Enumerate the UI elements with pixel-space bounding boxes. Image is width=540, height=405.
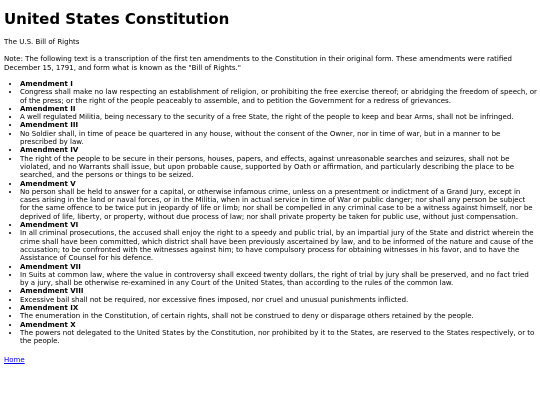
amendment-8-text: Excessive bail shall not be required, nor excessive fines imposed, nor cruel and unusual punishments inflicted. bbox=[20, 295, 409, 304]
amendment-text bbox=[20, 271, 537, 288]
amendment-4-text: The right of the people to be secure in their persons, houses, papers, and effects, against unreasonable searches and seizures, shall not be violated, and no Warrants shall issue, but upon probable cause, supported by Oath or affirmation, and particularly describing the place to be searched, and the persons or things to be seized. bbox=[20, 154, 515, 180]
amendment-9-title: Amendment IX bbox=[20, 304, 79, 313]
amendment-8-title: Amendment VIII bbox=[20, 287, 84, 296]
amendment-title bbox=[20, 321, 537, 329]
amendment-7-title: Amendment VII bbox=[20, 262, 81, 271]
amendment-3-title: Amendment III bbox=[20, 121, 79, 130]
amendment-title bbox=[20, 180, 537, 188]
amendment-6-text: In all criminal prosecutions, the accused shall enjoy the right to a speedy and public trial, by an impartial jury of the State and district wherein the crime shall have been committed, which district shall have been previously ascertained by law, and to be informed of the nature and cause of the accusation; to be confronted with the witnesses against him; to have compulsory process for obtaining witnesses in his favor, and to have the Assistance of Counsel for his defence. bbox=[20, 229, 534, 263]
amendment-text bbox=[20, 155, 537, 180]
amendment-1-text: Congress shall make no law respecting an establishment of religion, or prohibiting the free exercise thereof; or abridging the freedom of speech, or of the press; or the right of the people peaceably to assemble, and to petition the Government for a redress of grievances. bbox=[20, 88, 537, 105]
amendment-text bbox=[20, 88, 537, 105]
amendment-title bbox=[20, 146, 537, 154]
amendment-1-title: Amendment I bbox=[20, 80, 73, 88]
page-title: United States Constitution bbox=[4, 10, 230, 28]
amendment-title bbox=[20, 287, 537, 295]
amendment-title bbox=[20, 304, 537, 312]
amendment-10-text: The powers not delegated to the United States by the Constitution, nor prohibited by it to the States, are reserved to the States respectively, or to the people. bbox=[20, 328, 535, 346]
amendment-9-text: The enumeration in the Constitution, of certain rights, shall not be construed to deny or disparage others retained by the people. bbox=[20, 312, 474, 321]
amendment-title bbox=[20, 221, 537, 229]
amendment-text bbox=[20, 188, 537, 221]
amendment-title bbox=[20, 263, 537, 271]
amendment-text bbox=[20, 113, 537, 121]
amendment-5-title: Amendment V bbox=[20, 179, 76, 188]
amendment-10-title: Amendment X bbox=[20, 320, 76, 329]
amendment-4-title: Amendment IV bbox=[20, 146, 79, 155]
home-link[interactable]: Home bbox=[4, 355, 25, 364]
amendment-text bbox=[20, 296, 537, 304]
amendment-text bbox=[20, 229, 537, 262]
amendment-text bbox=[20, 329, 537, 346]
amendment-6-title: Amendment VI bbox=[20, 221, 79, 230]
amendment-text bbox=[20, 130, 537, 147]
amendment-title bbox=[20, 80, 537, 88]
page-subtitle: The U.S. Bill of Rights bbox=[4, 38, 80, 46]
amendment-2-text: A well regulated Militia, being necessary to the security of a free State, the right of the people to keep and bear Arms, shall not be infringed. bbox=[20, 113, 514, 122]
amendment-7-text: In Suits at common law, where the value in controversy shall exceed twenty dollars, the right of trial by jury shall be preserved, and no fact tried by a jury, shall be otherwise re-examined in any Court of the United States, than according to the rules of the common law. bbox=[20, 270, 529, 288]
amendment-text bbox=[20, 312, 537, 320]
amendment-5-text: No person shall be held to answer for a capital, or otherwise infamous crime, unless on a presentment or indictment of a Grand Jury, except in cases arising in the land or naval forces, or in the Militia, when in actual service in time of War or public danger; nor shall any person be subject for the same offence to be twice put in jeopardy of life or limb; nor shall be compelled in any criminal case to be a witness against himself, nor be deprived of life, liberty, or property, without due process of law; nor shall private property be taken for public use, without just compensation. bbox=[20, 187, 533, 221]
amendments-list bbox=[4, 80, 537, 346]
amendment-title bbox=[20, 121, 537, 129]
transcription-note: Note: The following text is a transcription of the first ten amendments to the Constitution in their original form. These amendments were ratified December 15, 1791, and form what is known as the "Bill of Rights." bbox=[4, 55, 512, 72]
amendment-3-text: No Soldier shall, in time of peace be quartered in any house, without the consent of the Owner, nor in time of war, but in a manner to be prescribed by law. bbox=[20, 129, 501, 147]
amendment-2-title: Amendment II bbox=[20, 104, 76, 113]
amendment-title bbox=[20, 105, 537, 113]
